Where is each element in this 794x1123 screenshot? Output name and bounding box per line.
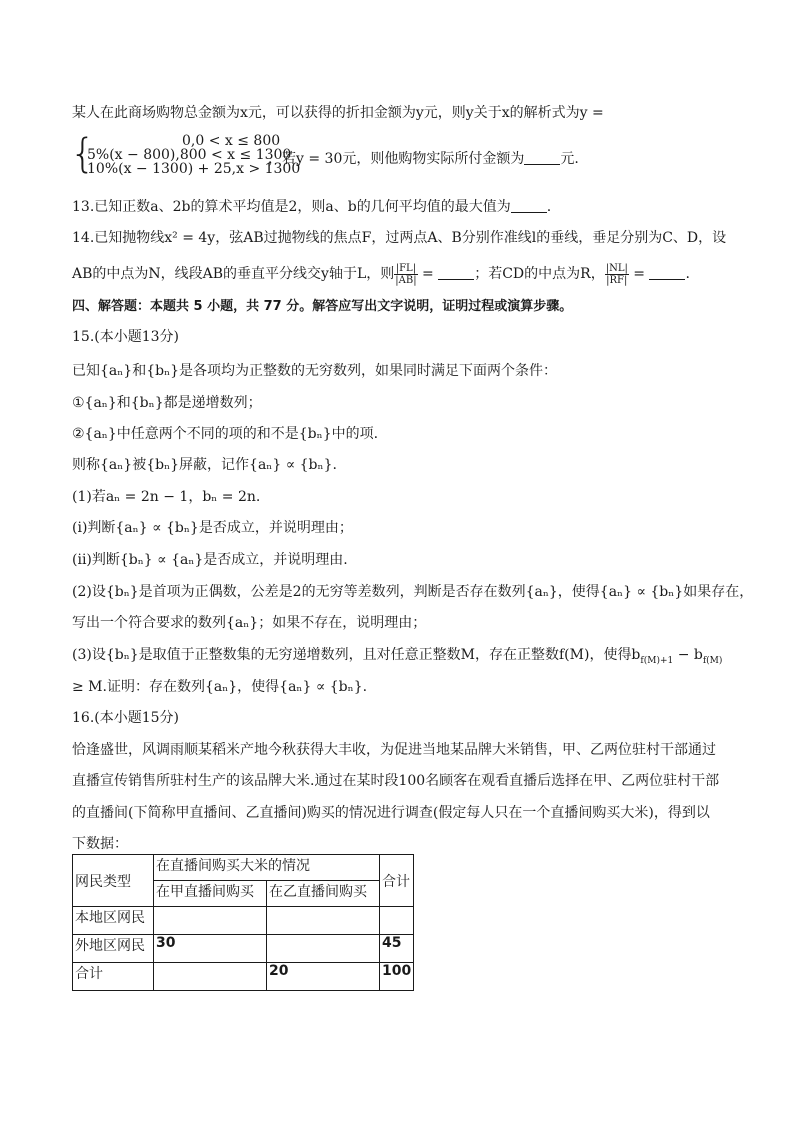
subscript: f(M)+1 [640, 655, 674, 666]
header-type: 网民类型 [73, 855, 154, 907]
piecewise-tail-text: ，若y = 30元，则他购物实际所付金额为 [268, 151, 525, 167]
fraction-fl-ab [394, 263, 417, 286]
question-15-header: 15.(本小题13分) [72, 329, 180, 345]
question-16-para-4: 下数据： [72, 836, 128, 852]
row-label: 合计 [73, 963, 154, 991]
answer-blank [511, 198, 547, 213]
question-15-line-4: 则称{aₙ}被{bₙ}屏蔽，记作{aₙ} ∝ {bₙ}. [72, 457, 337, 473]
question-15-part-3-text: (3)设{bₙ}是取值于正整数集的无穷递增数列，且对任意正整数M，存在正整数f(M)，使得b [72, 647, 641, 663]
question-13 [72, 197, 551, 217]
table-row [73, 907, 414, 935]
subscript: f(M) [702, 655, 723, 666]
header-total: 合计 [380, 855, 414, 907]
row-label: 外地区网民 [73, 935, 154, 963]
table-row [73, 935, 414, 963]
fraction-denominator: |RF| [606, 274, 628, 286]
cell-total: 45 [380, 935, 414, 963]
answer-blank [649, 265, 685, 280]
answer-blank [524, 150, 560, 165]
fraction-numerator: |FL| [395, 262, 417, 274]
header-group: 在直播间购买大米的情况 [154, 855, 380, 881]
question-15-line-3: ②{aₙ}中任意两个不同的项的和不是{bₙ}中的项. [72, 426, 379, 442]
question-15-line-1: 已知{aₙ}和{bₙ}是各项均为正整数的无穷数列，如果同时满足下面两个条件： [72, 363, 558, 379]
header-jia: 在甲直播间购买 [154, 881, 267, 907]
question-13-period: . [546, 199, 552, 215]
question-14-line-1: 14.已知抛物线x² = 4y，弦AB过抛物线的焦点F，过两点A、B分别作准线l的垂线，垂足分别为C、D，设 [72, 230, 727, 246]
piecewise-case-3: 10%(x − 1300) + 25,x > 1300 [87, 161, 301, 177]
fraction-numerator: |NL| [605, 262, 628, 274]
piecewise-tail [268, 150, 579, 166]
table-row [73, 963, 414, 991]
piecewise-intro: 某人在此商场购物总金额为x元，可以获得的折扣金额为y元，则y关于x的解析式为y = [72, 105, 604, 121]
piecewise-brace: { [70, 131, 96, 177]
purchase-table [72, 854, 414, 991]
question-16-para-1: 恰逢盛世，风调雨顺某稻米产地今秋获得大丰收，为促进当地某品牌大米销售，甲、乙两位驻村干部通过 [72, 742, 716, 758]
piecewise-tail-unit: 元. [560, 151, 579, 167]
question-15-line-2: ①{aₙ}和{bₙ}都是递增数列； [72, 395, 262, 411]
fraction-denominator: |AB| [395, 274, 417, 286]
cell-jia [154, 963, 267, 991]
question-14-line-2 [72, 262, 690, 286]
cell-yi: 20 [267, 963, 380, 991]
cell-total [380, 907, 414, 935]
question-14-text-a: AB的中点为N，线段AB的垂直平分线交y轴于L，则 [72, 266, 395, 282]
question-15-part-1: (1)若aₙ = 2n − 1，bₙ = 2n. [72, 489, 261, 505]
minus-b: − b [673, 647, 703, 663]
question-16-para-3: 的直播间(下简称甲直播间、乙直播间)购买的情况进行调查(假定每人只在一个直播间购买大米)，得到以 [72, 805, 710, 821]
piecewise-case-1: 0,0 < x ≤ 800 [182, 133, 281, 149]
equals-sign: = [417, 266, 439, 282]
cell-jia [154, 907, 267, 935]
question-15-part-3-line-1 [72, 645, 722, 671]
question-14-text-mid: ；若CD的中点为R， [474, 266, 605, 282]
question-16-para-2: 直播宣传销售所驻村生产的该品牌大米.通过在某时段100名顾客在观看直播后选择在甲、乙两位驻村干部 [72, 773, 720, 789]
fraction-nl-rf [605, 263, 629, 286]
question-15-part-2-line-2: 写出一个符合要求的数列{aₙ}；如果不存在，说明理由； [72, 615, 427, 631]
cell-yi [267, 907, 380, 935]
cell-total: 100 [380, 963, 414, 991]
piecewise-case-2: 5%(x − 800),800 < x ≤ 1300 [87, 147, 292, 163]
question-13-text: 13.已知正数a、2b的算术平均值是2，则a、b的几何平均值的最大值为 [72, 199, 511, 215]
cell-jia: 30 [154, 935, 267, 963]
question-16-header: 16.(本小题15分) [72, 710, 180, 726]
answer-blank [438, 265, 474, 280]
section-4-heading: 四、解答题：本题共 5 小题，共 77 分。解答应写出文字说明，证明过程或演算步骤。 [72, 299, 573, 314]
question-15-part-1-i: (i)判断{aₙ} ∝ {bₙ}是否成立，并说明理由； [72, 520, 353, 536]
question-15-part-3-line-2: ≥ M.证明：存在数列{aₙ}，使得{aₙ} ∝ {bₙ}. [72, 679, 368, 695]
cell-yi [267, 935, 380, 963]
row-label: 本地区网民 [73, 907, 154, 935]
question-14-period: . [685, 266, 690, 282]
equals-sign: = [628, 266, 650, 282]
question-15-part-2-line-1: (2)设{bₙ}是首项为正偶数，公差是2的无穷等差数列，判断是否存在数列{aₙ}，使得{aₙ} ∝ {bₙ}如果存在， [72, 584, 754, 600]
header-yi: 在乙直播间购买 [267, 881, 380, 907]
question-15-part-1-ii: (ii)判断{bₙ} ∝ {aₙ}是否成立，并说明理由. [72, 552, 348, 568]
